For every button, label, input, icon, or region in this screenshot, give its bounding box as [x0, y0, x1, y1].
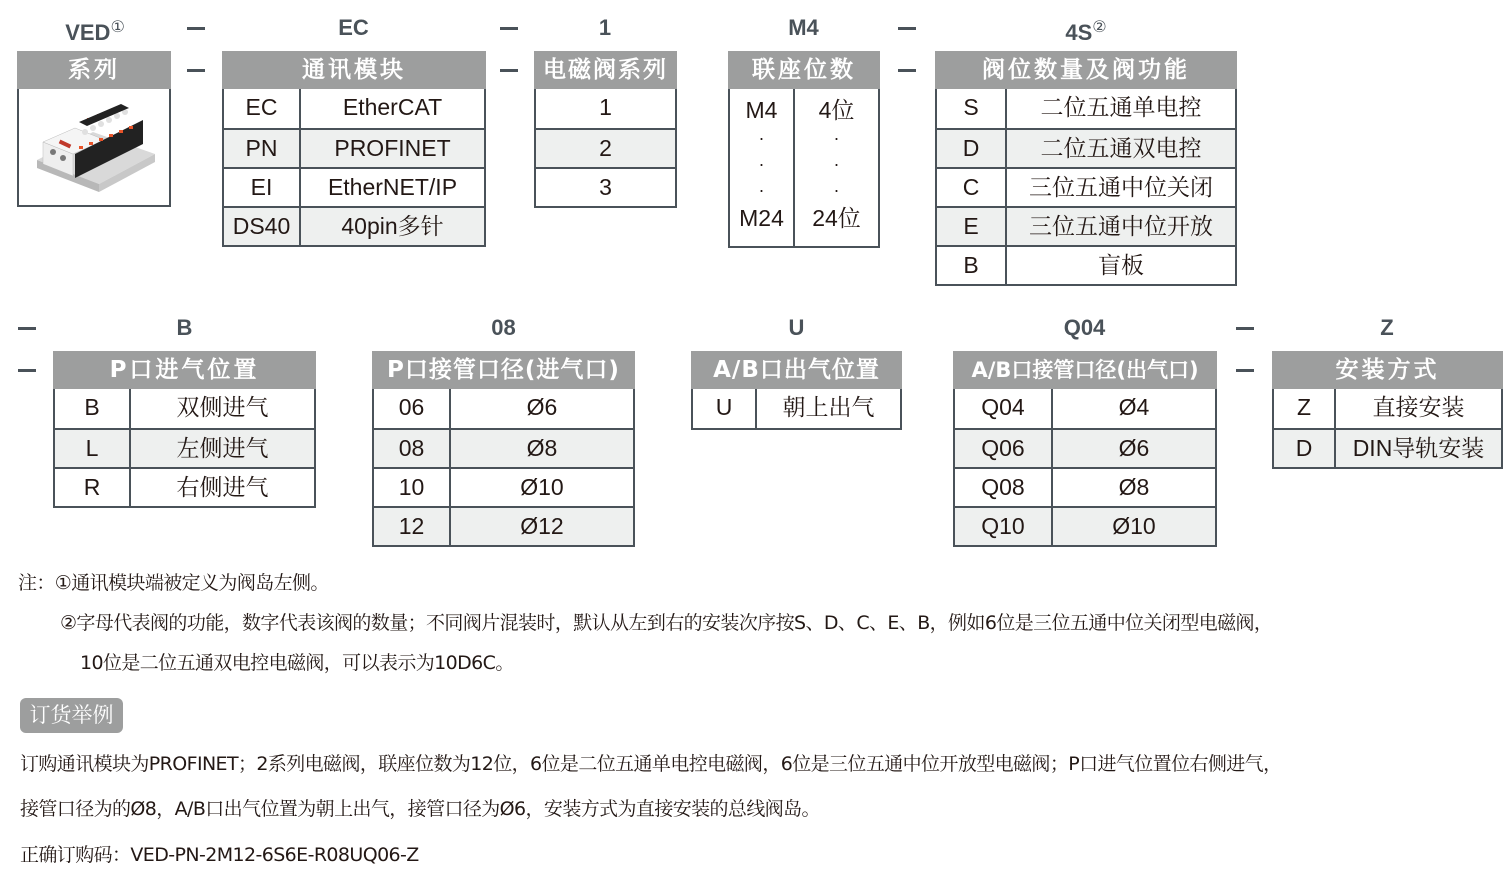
table-header: P口进气位置 [53, 351, 316, 389]
table-header: A/B口出气位置 [691, 351, 902, 389]
note-line-2: ②字母代表阀的功能，数字代表该阀的数量；不同阀片混装时，默认从左到右的安装次序按S、D、C、E、B，例如6位是三位五通中位关闭型电磁阀， [60, 612, 1273, 634]
cell-desc: PROFINET [334, 135, 451, 161]
cell-desc: Ø8 [1118, 474, 1150, 500]
table-row [1274, 389, 1501, 428]
ellipsis-dot: · [758, 128, 765, 148]
code-valve-series: 1 [598, 15, 612, 40]
table-header: 安装方式 [1272, 351, 1503, 389]
stations-code-max: M24 [739, 205, 784, 231]
example-line-1: 订购通讯模块为PROFINET；2系列电磁阀，联座位数为12位，6位是二位五通单电控电磁阀，6位是三位五通中位开放型电磁阀；P口进气位置位右侧进气， [20, 753, 1282, 775]
cell-code: B [55, 389, 131, 428]
table-header: 电磁阀系列 [534, 51, 677, 89]
cell-code: Q04 [955, 389, 1053, 428]
table-row [937, 206, 1235, 245]
cell-code: Q10 [955, 508, 1053, 545]
cell-desc: Ø6 [526, 394, 558, 420]
cell-code: C [937, 169, 1007, 206]
table-row [693, 389, 900, 428]
table-row [55, 467, 314, 506]
cell-desc: EtherCAT [342, 94, 443, 120]
table-row [224, 128, 484, 167]
cell-code: Z [1274, 389, 1336, 428]
ellipsis-dot: · [833, 180, 840, 200]
code-outlet-diameter: Q04 [1063, 315, 1106, 340]
separator-dash [1236, 327, 1254, 330]
table-header: P口接管口径(进气口) [372, 351, 635, 389]
separator-dash [187, 27, 205, 30]
table-row [955, 428, 1215, 467]
stations-desc-max: 24位 [812, 205, 861, 231]
cell-code: 06 [374, 389, 451, 428]
cell-code: L [55, 430, 131, 467]
table-row [374, 506, 633, 545]
cell-code: 12 [374, 508, 451, 545]
cell-desc: Ø12 [520, 513, 564, 539]
separator-dash [18, 369, 36, 372]
code-comm: EC [338, 15, 369, 40]
code-valve-func-value: 4S [1065, 20, 1093, 45]
cell-desc: 三位五通中位关闭 [1029, 174, 1213, 200]
cell-code: Q06 [955, 430, 1053, 467]
order-code: 正确订购码：VED-PN-2M12-6S6E-R08UQ06-Z [20, 844, 419, 866]
code-mounting: Z [1380, 315, 1394, 340]
table-row [224, 206, 484, 245]
cell-desc: 三位五通中位开放 [1029, 213, 1213, 239]
cell-code: PN [224, 130, 301, 167]
table-header: 联座位数 [728, 51, 880, 89]
ellipsis-dot: · [758, 154, 765, 174]
table-row [955, 506, 1215, 545]
table-row [55, 428, 314, 467]
note-line-1: 注：①通讯模块端被定义为阀岛左侧。 [18, 572, 329, 594]
code-stations: M4 [788, 15, 819, 40]
stations-desc-min: 4位 [818, 97, 855, 123]
example-line-2: 接管口径为的Ø8，A/B口出气位置为朝上出气，接管口径为Ø6，安装方式为直接安装的总线阀岛。 [20, 798, 820, 820]
cell-code: EI [224, 169, 301, 206]
table-valve-series [534, 51, 677, 208]
cell-code: 3 [599, 174, 612, 200]
cell-code: U [693, 389, 757, 428]
table-row [1274, 428, 1501, 467]
code-inlet-diameter: 08 [491, 315, 516, 340]
code-valve-func [935, 14, 1237, 47]
stations-desc-col [795, 89, 878, 246]
table-row [55, 389, 314, 428]
stations-code-min: M4 [745, 97, 778, 123]
ellipsis-dot: · [833, 128, 840, 148]
cell-desc: Ø10 [1112, 513, 1156, 539]
separator-dash [18, 327, 36, 330]
table-header: 阀位数量及阀功能 [935, 51, 1237, 89]
table-row [955, 467, 1215, 506]
table-row [937, 128, 1235, 167]
table-row [224, 89, 484, 128]
ellipsis-dot: · [833, 154, 840, 174]
table-header: 系列 [17, 51, 171, 89]
table-header: 通讯模块 [222, 51, 486, 89]
order-example-badge: 订货举例 [20, 698, 123, 733]
table-header: A/B口接管口径(出气口) [953, 351, 1217, 389]
cell-code: B [937, 247, 1007, 284]
cell-desc: 盲板 [1098, 252, 1144, 278]
cell-desc: 二位五通单电控 [1040, 94, 1202, 120]
code-series [40, 14, 150, 47]
ellipsis-dot: · [758, 180, 765, 200]
cell-code: R [55, 469, 131, 506]
cell-desc: 二位五通双电控 [1040, 135, 1202, 161]
table-row [536, 89, 675, 128]
note-mark-2: ② [1092, 19, 1107, 36]
table-row [374, 467, 633, 506]
cell-desc: Ø8 [526, 435, 558, 461]
separator-dash [1236, 369, 1254, 372]
cell-code: D [1274, 430, 1336, 467]
table-row [955, 389, 1215, 428]
table-row [536, 128, 675, 167]
cell-desc: 双侧进气 [176, 394, 269, 420]
table-inlet-diameter [372, 351, 635, 547]
table-series [17, 51, 171, 207]
cell-desc: DIN导轨安装 [1352, 435, 1485, 461]
note-mark-1: ① [110, 19, 125, 36]
table-inlet-position [53, 351, 316, 508]
cell-desc: 40pin多针 [341, 213, 444, 239]
separator-dash [187, 69, 205, 72]
table-outlet-position [691, 351, 902, 430]
table-row [374, 428, 633, 467]
stations-code-col [730, 89, 795, 246]
cell-desc: 左侧进气 [176, 435, 269, 461]
cell-desc: 朝上出气 [782, 394, 875, 420]
note-line-3: 10位是二位五通双电控电磁阀，可以表示为10D6C。 [80, 652, 514, 674]
cell-code: 10 [374, 469, 451, 506]
cell-code: DS40 [224, 208, 301, 245]
table-stations [728, 51, 880, 248]
code-series-value: VED [65, 20, 111, 45]
cell-code: 2 [599, 135, 612, 161]
table-mounting [1272, 351, 1503, 469]
cell-code: S [937, 89, 1007, 128]
cell-code: 08 [374, 430, 451, 467]
separator-dash [500, 27, 518, 30]
separator-dash [500, 69, 518, 72]
table-row [937, 167, 1235, 206]
cell-code: EC [224, 89, 301, 128]
table-row [374, 389, 633, 428]
cell-desc: 右侧进气 [176, 474, 269, 500]
product-image [19, 89, 169, 205]
cell-code: E [937, 208, 1007, 245]
cell-desc: Ø4 [1118, 394, 1150, 420]
valve-island-icon [29, 102, 159, 192]
code-outlet-position: U [788, 315, 805, 340]
table-row [224, 167, 484, 206]
cell-desc: EtherNET/IP [327, 174, 458, 200]
code-inlet-position: B [176, 315, 193, 340]
table-row [937, 89, 1235, 128]
cell-code: D [937, 130, 1007, 167]
table-outlet-diameter [953, 351, 1217, 547]
table-comm-module [222, 51, 486, 247]
cell-desc: Ø6 [1118, 435, 1150, 461]
stations-range [730, 89, 878, 246]
cell-desc: 直接安装 [1372, 394, 1465, 420]
separator-dash [898, 69, 916, 72]
cell-code: 1 [599, 94, 612, 120]
table-valve-function [935, 51, 1237, 286]
cell-code: Q08 [955, 469, 1053, 506]
table-row [536, 167, 675, 206]
table-row [937, 245, 1235, 284]
cell-desc: Ø10 [520, 474, 564, 500]
separator-dash [898, 27, 916, 30]
